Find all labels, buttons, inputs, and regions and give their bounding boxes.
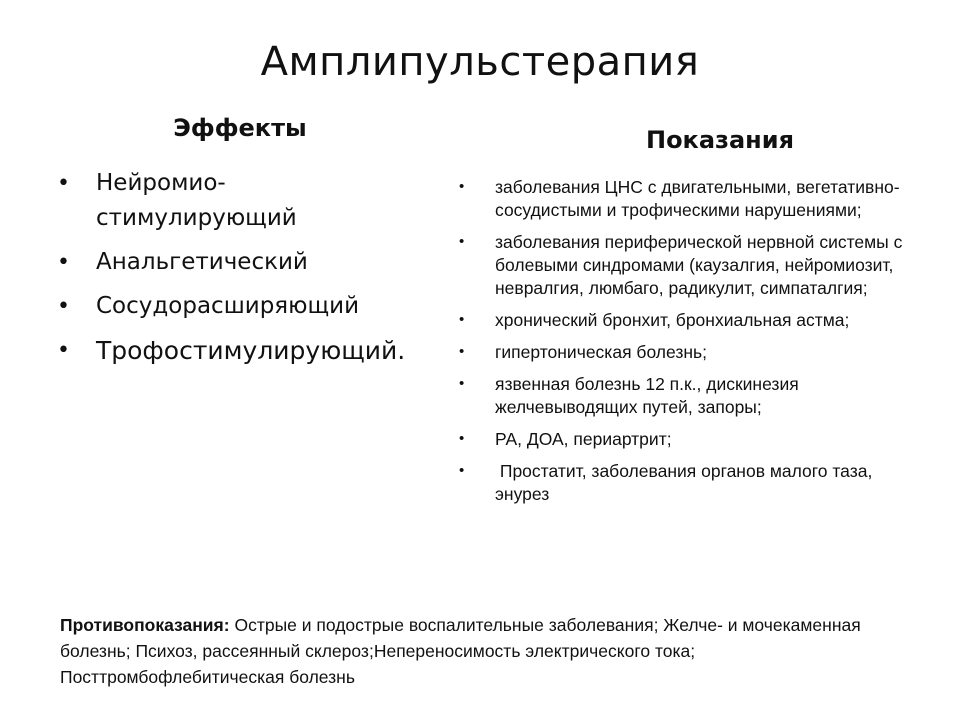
slide-title: Амплипульстерапия [260, 39, 700, 85]
effect-text: Анальгетический [96, 249, 308, 275]
list-item [55, 245, 445, 280]
effect-text: Сосудорасширяющий [96, 293, 360, 319]
effect-text: Трофостимулирующий. [96, 336, 406, 365]
list-item [55, 333, 445, 370]
indications-heading: Показания [645, 126, 794, 154]
indication-text: гипертоническая болезнь; [495, 342, 708, 362]
bullet-icon: • [57, 338, 70, 363]
list-item [457, 460, 917, 506]
indication-text: хронический бронхит, бронхиальная астма; [495, 310, 850, 330]
bullet-icon: • [459, 375, 465, 392]
bullet-icon: • [459, 178, 465, 195]
list-item [457, 231, 917, 300]
contraindications-label: Противопоказания: [60, 615, 230, 635]
indication-text: заболевания ЦНС с двигательными, вегетативно-сосудистыми и трофическими нарушениями; [495, 177, 900, 220]
indication-text: РА, ДОА, периартрит; [495, 429, 672, 449]
bullet-icon: • [57, 171, 70, 196]
contraindications-text: Острые и подострые воспалительные заболевания; Желче- и мочекаменная болезнь; Психоз, рассеянный склероз;Непереносимость электрического тока; Посттромбофлебитическая болезнь [60, 615, 866, 687]
list-item [457, 341, 917, 364]
effect-text [96, 170, 297, 231]
bullet-icon: • [459, 462, 465, 479]
list-item [457, 176, 917, 222]
contraindications [60, 612, 910, 690]
indication-text: Простатит, заболевания органов малого таза, энурез [495, 461, 878, 504]
list-item [55, 289, 445, 324]
effects-heading: Эффекты [173, 114, 307, 142]
indications-list [457, 176, 917, 515]
effects-list [55, 166, 445, 379]
bullet-icon: • [459, 311, 465, 328]
list-item [457, 309, 917, 332]
effect-text-line: Нейромио- [96, 170, 226, 196]
list-item [457, 373, 917, 419]
list-item [55, 166, 445, 236]
bullet-icon: • [459, 233, 465, 250]
indication-text: язвенная болезнь 12 п.к., дискинезия желчевыводящих путей, запоры; [495, 374, 799, 417]
effect-text-line: стимулирующий [96, 205, 297, 231]
bullet-icon: • [459, 343, 465, 360]
bullet-icon: • [57, 294, 70, 319]
bullet-icon: • [57, 250, 70, 275]
indication-text: заболевания периферической нервной системы с болевыми синдромами (каузалгия, нейромиозит, невралгия, люмбаго, радикулит, симпаталгия; [495, 232, 903, 298]
list-item [457, 428, 917, 451]
bullet-icon: • [459, 430, 465, 447]
